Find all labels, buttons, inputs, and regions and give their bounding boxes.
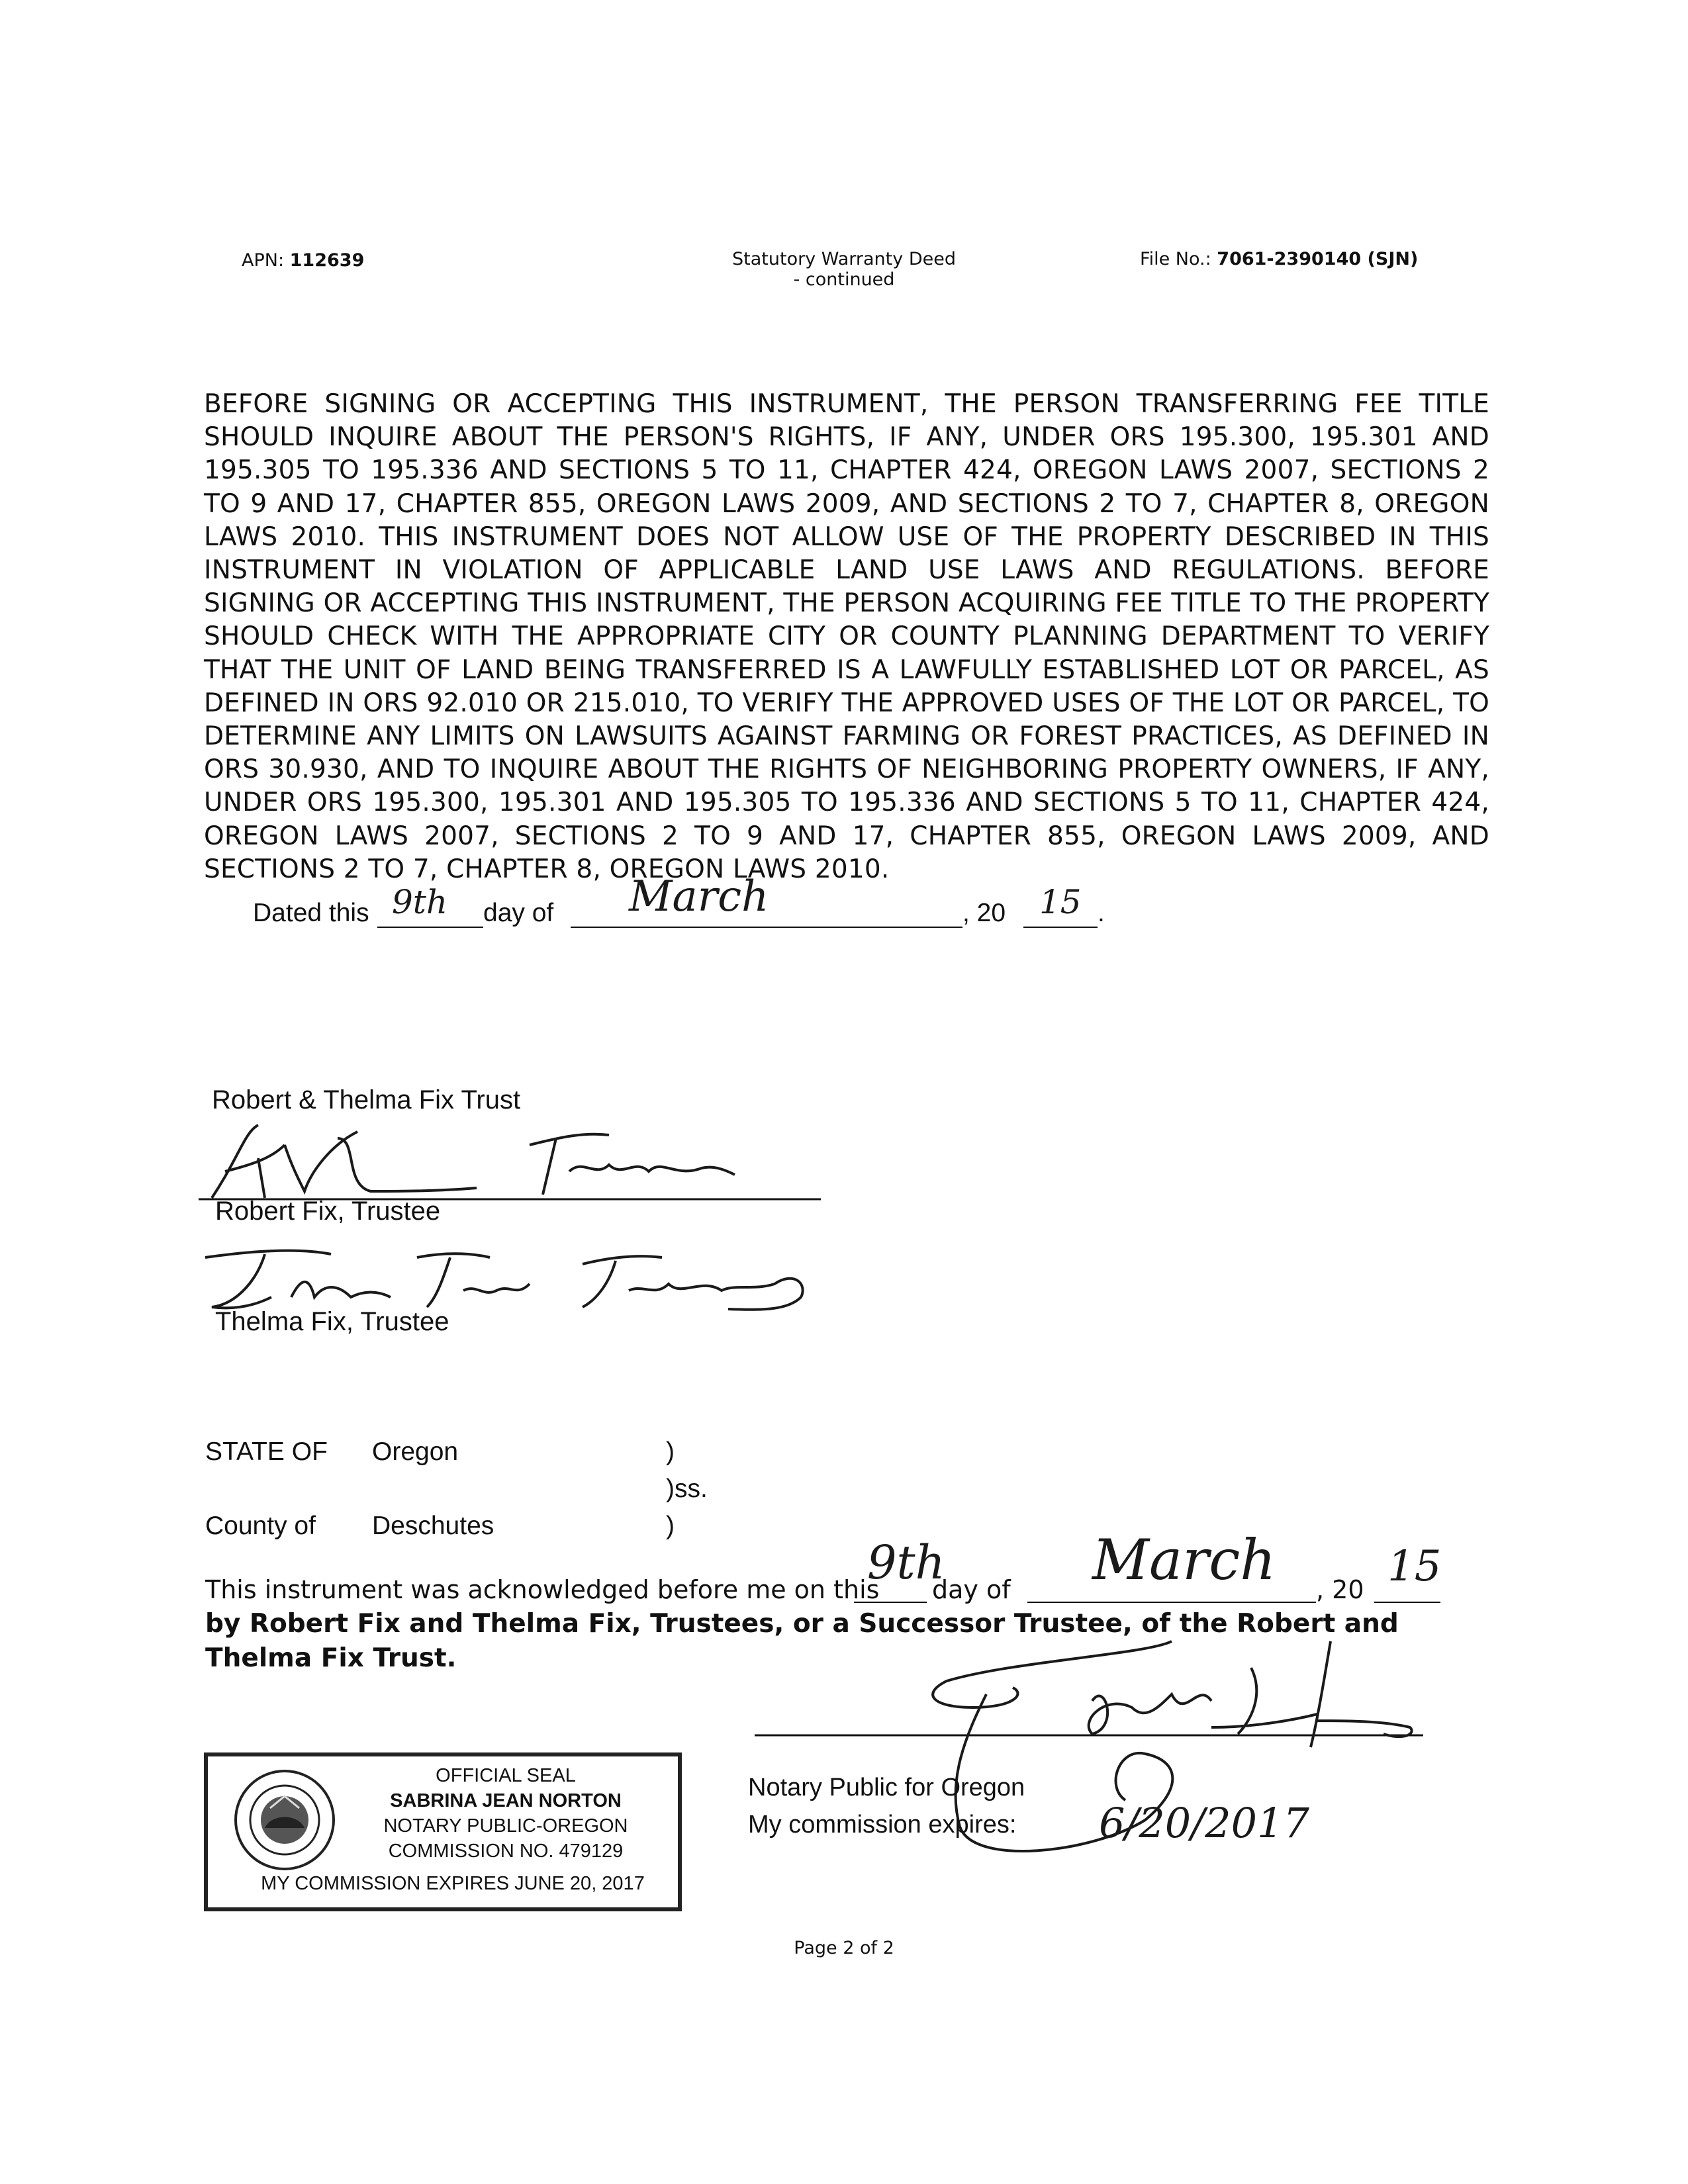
statutory-notice: BEFORE SIGNING OR ACCEPTING THIS INSTRUMENT, THE PERSON TRANSFERRING FEE TITLE SHOULD INQUIRE ABOUT THE PERSON'S RIGHTS, IF ANY, UNDER ORS 195.300, 195.301 AND 195.305 TO 195.336 AND SECTIONS 5 TO 11, CHAPTER 424, OREGON LAWS 2007, SECTIONS 2 TO 9 AND 17, CHAPTER 855, OREGON LAWS 2009, AND SECTIONS 2 TO 7, CHAPTER 8, OREGON LAWS 2010. THIS INSTRUMENT DOES NOT ALLOW USE OF THE PROPERTY DESCRIBED IN THIS INSTRUMENT IN VIOLATION OF APPLICABLE LAND USE LAWS AND REGULATIONS. BEFORE SIGNING OR ACCEPTING THIS INSTRUMENT, THE PERSON ACQUIRING FEE TITLE TO THE PROPERTY SHOULD CHECK WITH THE APPROPRIATE CITY OR COUNTY PLANNING DEPARTMENT TO VERIFY THAT THE UNIT OF LAND BEING TRANSFERRED IS A LAWFULLY ESTABLISHED LOT OR PARCEL, AS DEFINED IN ORS 92.010 OR 215.010, TO VERIFY THE APPROVED USES OF THE LOT OR PARCEL, TO DETERMINE ANY LIMITS ON LAWSUITS AGAINST FARMING OR FOREST PRACTICES, AS DEFINED IN ORS 30.930, AND TO INQUIRE ABOUT THE RIGHTS OF NEIGHBORING PROPERTY OWNERS, IF ANY, UNDER ORS 195.300, 195.301 AND 195.305 TO 195.336 AND SECTIONS 5 TO 11, CHAPTER 424, OREGON LAWS 2007, SECTIONS 2 TO 9 AND 17, CHAPTER 855, OREGON LAWS 2009, AND SECTIONS 2 TO 7, CHAPTER 8, OREGON LAWS 2010. [204, 389, 1489, 884]
signer1-name: Robert Fix, Trustee [215, 1197, 441, 1226]
county-label: County of [205, 1512, 316, 1540]
page-number: Page 2 of 2 [794, 1938, 894, 1958]
document-subtitle: - continued [793, 269, 895, 290]
dated-suffix: . [1098, 899, 1105, 927]
file-number [1140, 249, 1418, 269]
ack-prefix: This instrument was acknowledged before me on this [205, 1575, 880, 1604]
dated-year-line [1023, 927, 1098, 928]
robert-fix-signature [199, 1118, 834, 1205]
seal-line1: OFFICIAL SEAL [436, 1765, 576, 1786]
official-seal [204, 1752, 682, 1911]
thelma-fix-signature [199, 1244, 834, 1317]
venue-paren-close: ) [666, 1512, 675, 1540]
seal-line3: NOTARY PUBLIC-OREGON [383, 1815, 628, 1837]
apn-field [242, 250, 364, 271]
apn-label: APN: [242, 250, 285, 271]
dated-prefix: Dated this [253, 899, 369, 927]
ack-month-handwritten: March [1092, 1527, 1276, 1592]
state-value: Oregon [372, 1437, 459, 1466]
file-value: 7061-2390140 (SJN) [1217, 249, 1419, 269]
commission-expires-label: My commission expires: [748, 1811, 1017, 1839]
apn-value: 112639 [289, 250, 365, 271]
seal-commission-no: COMMISSION NO. 479129 [388, 1841, 624, 1862]
ack-day-handwritten: 9th [867, 1535, 945, 1590]
dated-day-handwritten: 9th [392, 883, 448, 921]
venue-paren-open: ) [666, 1437, 675, 1466]
county-value: Deschutes [372, 1512, 494, 1540]
document-title-text: Statutory Warranty Deed [732, 249, 956, 269]
commission-expires-handwritten: 6/20/2017 [1099, 1799, 1309, 1847]
ack-day-line [854, 1602, 927, 1603]
signer2-name: Thelma Fix, Trustee [215, 1307, 449, 1336]
document-title [662, 249, 1026, 290]
dated-year-handwritten: 15 [1039, 883, 1082, 921]
dated-day-line [377, 927, 483, 928]
trust-name: Robert & Thelma Fix Trust [212, 1085, 521, 1115]
ack-day-of: day of [932, 1575, 1011, 1604]
ack-by-line: by Robert Fix and Thelma Fix, Trustees, or a Successor Trustee, of the Robert and Thelma Fix Trust. [205, 1609, 1399, 1673]
state-label: STATE OF [205, 1437, 328, 1466]
notary-public-label: Notary Public for Oregon [748, 1774, 1025, 1801]
dated-year-prefix: , 20 [962, 899, 1006, 927]
dated-day-of: day of [483, 899, 554, 927]
ack-month-line [1027, 1602, 1316, 1603]
file-label: File No.: [1140, 249, 1211, 269]
seal-text [340, 1763, 671, 1864]
seal-notary-name: SABRINA JEAN NORTON [390, 1790, 622, 1811]
ack-year-prefix: , 20 [1316, 1575, 1364, 1604]
dated-month-line [571, 927, 962, 928]
ack-year-handwritten: 15 [1387, 1542, 1442, 1591]
venue-ss: )ss. [666, 1475, 708, 1503]
seal-expiry: MY COMMISSION EXPIRES JUNE 20, 2017 [261, 1873, 645, 1894]
dated-month-handwritten: March [629, 872, 769, 921]
ack-year-line [1374, 1602, 1440, 1603]
state-seal-emblem [232, 1767, 338, 1873]
